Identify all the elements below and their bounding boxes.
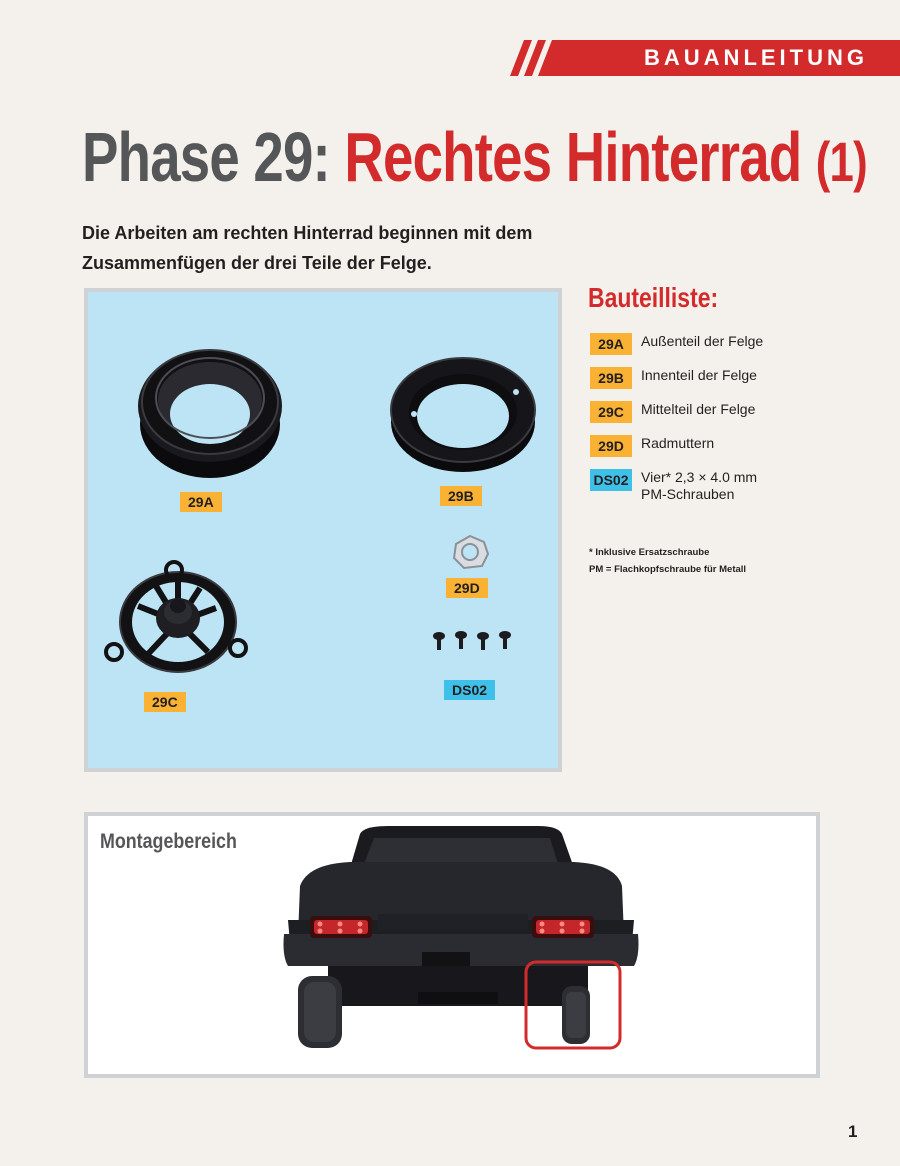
parts-list-item xyxy=(590,398,890,432)
intro-text: Die Arbeiten am rechten Hinterrad beginnen mit dem Zusammenfügen der drei Teile der Felge. xyxy=(82,223,533,273)
parts-list xyxy=(590,330,890,506)
parts-photo xyxy=(84,288,562,772)
part-description-line1: Vier* 2,3 × 4.0 mm xyxy=(641,469,758,485)
mounting-area-panel xyxy=(84,812,820,1078)
section-banner xyxy=(510,40,900,76)
car-rear-image xyxy=(88,816,820,1078)
part-29c-image xyxy=(104,560,252,686)
title-number: (1) xyxy=(815,130,867,193)
part-description: Außenteil der Felge xyxy=(641,333,764,349)
banner-label: BAUANLEITUNG xyxy=(644,45,868,70)
part-code: 29D xyxy=(590,435,632,457)
parts-list-item xyxy=(590,364,890,398)
part-code: 29C xyxy=(590,401,632,423)
label-29c: 29C xyxy=(144,692,186,712)
part-code: DS02 xyxy=(590,469,632,491)
label-29d: 29D xyxy=(446,578,488,598)
part-description xyxy=(641,469,757,503)
part-29d-image xyxy=(448,532,492,572)
parts-list-item xyxy=(590,466,890,506)
part-description: Radmuttern xyxy=(641,435,715,451)
part-description: Mittelteil der Felge xyxy=(641,401,756,417)
part-29a-image xyxy=(134,342,286,482)
page-title xyxy=(82,112,867,207)
label-29b: 29B xyxy=(440,486,482,506)
page-number: 1 xyxy=(848,1122,858,1141)
mounting-area-heading: Montagebereich xyxy=(100,830,237,853)
part-ds02-image xyxy=(430,630,512,654)
part-description: Innenteil der Felge xyxy=(641,367,757,383)
footnotes xyxy=(589,544,746,578)
part-description-line2: PM-Schrauben xyxy=(641,486,735,502)
title-phase: Phase 29: xyxy=(82,118,330,196)
parts-list-item xyxy=(590,432,890,466)
parts-list-heading: Bauteilliste: xyxy=(588,282,719,313)
label-ds02: DS02 xyxy=(444,680,495,700)
footnote-pm: PM = Flachkopfschraube für Metall xyxy=(589,564,747,575)
parts-list-item xyxy=(590,330,890,364)
label-29a: 29A xyxy=(180,492,222,512)
title-name: Rechtes Hinterrad xyxy=(344,118,802,196)
footnote-spare: * Inklusive Ersatzschraube xyxy=(589,547,710,558)
part-code: 29B xyxy=(590,367,632,389)
part-code: 29A xyxy=(590,333,632,355)
part-29b-image xyxy=(388,352,538,476)
